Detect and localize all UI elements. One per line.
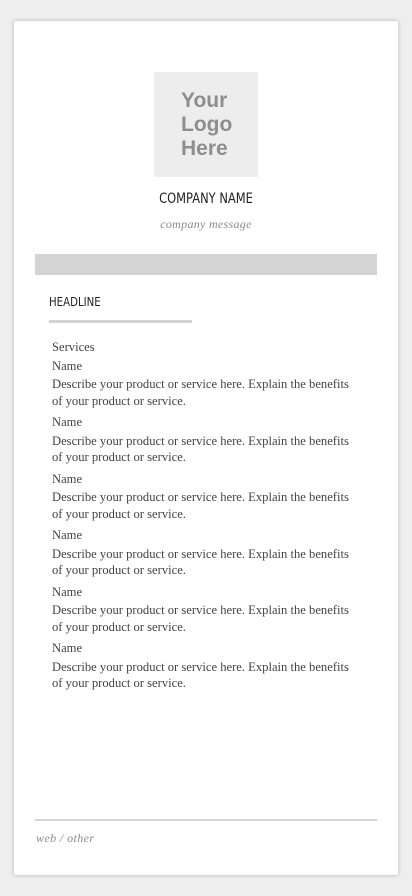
item-description: Describe your product or service here. Explain the benefits of your product or service. [52,659,349,690]
company-name: COMPANY NAME [159,191,253,207]
item-description: Describe your product or service here. Explain the benefits of your product or service. [52,546,349,577]
services-label: Services [52,340,95,354]
list-item [52,471,362,523]
logo-placeholder [154,72,258,177]
list-item [52,584,362,636]
headline-underline [49,320,192,323]
item-name: Name [52,358,83,373]
logo-line: Your [181,89,228,112]
list-item [52,527,362,579]
item-description: Describe your product or service here. Explain the benefits of your product or service. [52,433,349,464]
logo-line: Logo [181,113,233,136]
headline: HEADLINE [49,295,101,309]
company-message: company message [160,217,252,231]
services-list [52,339,362,697]
divider-band [35,254,377,275]
footer-divider [35,819,377,821]
item-description: Describe your product or service here. Explain the benefits of your product or service. [52,490,349,521]
logo-line: Here [181,137,228,160]
list-item [52,640,362,692]
item-description: Describe your product or service here. Explain the benefits of your product or service. [52,603,349,634]
item-description: Describe your product or service here. Explain the benefits of your product or service. [52,377,349,408]
footer-text: web / other [36,831,95,845]
list-item [52,414,362,466]
list-item [52,358,362,410]
item-name: Name [52,641,83,655]
item-name: Name [52,528,83,542]
menu-card [14,21,398,875]
item-name: Name [52,584,83,599]
item-name: Name [52,415,83,429]
logo-text [181,89,232,161]
item-name: Name [52,471,83,486]
